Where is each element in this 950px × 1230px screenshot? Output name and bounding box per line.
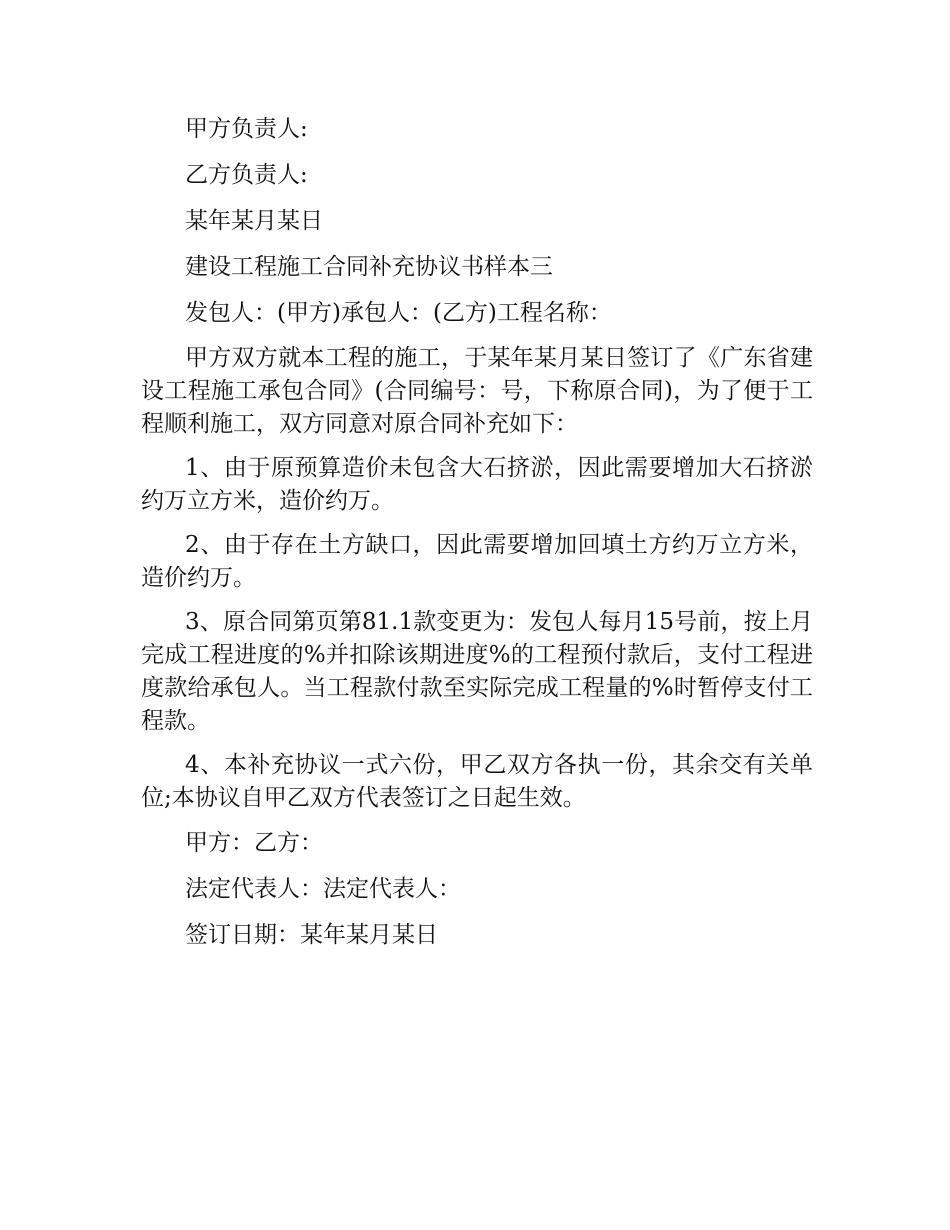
document-title: 建设工程施工合同补充协议书样本三 [185, 254, 553, 280]
party-b-responsible: 乙方负责人: [185, 162, 308, 188]
date-line: 某年某月某日 [185, 208, 323, 234]
signature-date: 签订日期：某年某月某日 [185, 922, 438, 948]
signature-representatives: 法定代表人：法定代表人： [185, 876, 461, 902]
clause-2: 2、由于存在土方缺口，因此需要增加回填土方约万立方米，造价约万。 [141, 532, 813, 591]
clause-3: 3、原合同第页第81.1款变更为：发包人每月15号前，按上月完成工程进度的%并扣除该期进度%的工程预付款后，支付工程进度款给承包人。当工程款付款至实际完成工程量的%时暂停支付工程款。 [141, 609, 813, 734]
parties-line: 发包人：(甲方)承包人：(乙方)工程名称： [185, 300, 612, 326]
clause-4: 4、本补充协议一式六份，甲乙双方各执一份，其余交有关单位;本协议自甲乙双方代表签订之日起生效。 [141, 752, 813, 811]
clause-1: 1、由于原预算造价未包含大石挤淤，因此需要增加大石挤淤约万立方米，造价约万。 [141, 455, 813, 514]
document-page [141, 112, 813, 964]
signature-parties: 甲方：乙方： [185, 830, 323, 856]
party-a-responsible: 甲方负责人: [185, 116, 308, 142]
intro-paragraph: 甲方双方就本工程的施工，于某年某月某日签订了《广东省建设工程施工承包合同》(合同编号：号，下称原合同)，为了便于工程顺利施工，双方同意对原合同补充如下： [141, 345, 813, 437]
